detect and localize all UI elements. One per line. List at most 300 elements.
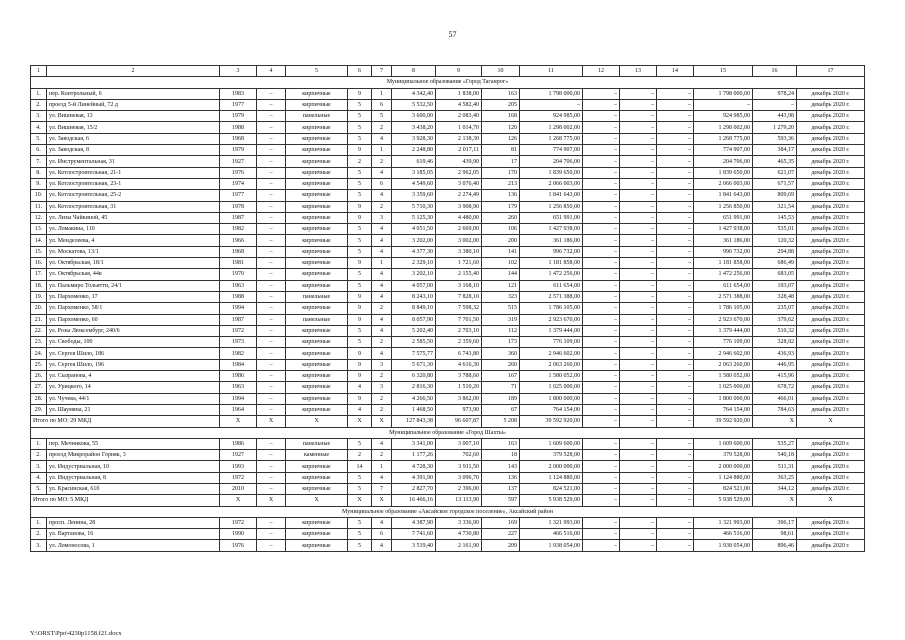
table-cell: 9: [348, 212, 372, 223]
table-cell: 515: [482, 303, 520, 314]
table-cell: 323: [482, 291, 520, 302]
column-number-cell: 14: [657, 66, 694, 77]
table-cell: –: [657, 517, 694, 528]
table-cell: 2 274,49: [436, 190, 482, 201]
table-cell: –: [620, 269, 657, 280]
table-row: [31, 450, 865, 461]
table-cell: 5: [348, 280, 372, 291]
table-cell: декабрь 2020 г.: [797, 280, 865, 291]
table-row: [31, 145, 865, 156]
table-cell: –: [657, 269, 694, 280]
table-cell: –: [657, 145, 694, 156]
table-cell: ул. Сергея Шило, 186: [47, 348, 220, 359]
table-cell: 1972: [220, 517, 257, 528]
table-cell: 1 298 002,00: [694, 122, 753, 133]
table-cell: 774 907,00: [520, 145, 583, 156]
total-cell: X: [286, 416, 348, 427]
table-cell: 321,54: [753, 201, 797, 212]
table-cell: 784,63: [753, 404, 797, 415]
table-cell: –: [583, 224, 620, 235]
table-cell: 3: [372, 359, 392, 370]
table-cell: 4: [372, 314, 392, 325]
table-cell: –: [583, 438, 620, 449]
table-cell: декабрь 2020 г.: [797, 450, 865, 461]
table-cell: –: [257, 529, 286, 540]
table-cell: –: [583, 540, 620, 551]
table-cell: 1 609 600,00: [694, 438, 753, 449]
table-cell: –: [583, 122, 620, 133]
table-cell: 439,90: [436, 156, 482, 167]
table-cell: 6 743,80: [436, 348, 482, 359]
table-cell: кирпичные: [286, 246, 348, 257]
table-cell: 3: [372, 212, 392, 223]
table-cell: 1: [372, 258, 392, 269]
table-cell: 8.: [31, 167, 47, 178]
table-cell: –: [620, 224, 657, 235]
table-cell: –: [257, 291, 286, 302]
table-cell: ул. Вишневая, 15/2: [47, 122, 220, 133]
table-cell: 1982: [220, 348, 257, 359]
table-cell: 7.: [31, 156, 47, 167]
table-cell: 9.: [31, 178, 47, 189]
table-cell: 205: [482, 99, 520, 110]
table-cell: 3.: [31, 111, 47, 122]
register-table: [30, 65, 865, 552]
table-cell: 2 066 003,00: [694, 178, 753, 189]
table-cell: –: [657, 235, 694, 246]
total-cell: –: [583, 495, 620, 506]
table-cell: 5: [348, 325, 372, 336]
table-cell: 4.: [31, 472, 47, 483]
table-cell: 213: [482, 178, 520, 189]
table-cell: –: [257, 393, 286, 404]
column-number-cell: 11: [520, 66, 583, 77]
table-cell: 5: [348, 438, 372, 449]
table-cell: 361 186,00: [520, 235, 583, 246]
section-title-row: [31, 427, 865, 438]
total-row: [31, 416, 865, 427]
table-cell: 1927: [220, 450, 257, 461]
section-title-row: [31, 506, 865, 517]
table-cell: 3 202,00: [392, 235, 436, 246]
table-cell: 3 168,10: [436, 280, 482, 291]
table-cell: 193,07: [753, 280, 797, 291]
total-label: Итого по МО: 5 МКД: [31, 495, 220, 506]
table-cell: ул. Индустриальная, 8: [47, 472, 220, 483]
table-cell: 4: [372, 438, 392, 449]
table-cell: декабрь 2020 г.: [797, 461, 865, 472]
table-cell: 2 669,00: [436, 224, 482, 235]
table-cell: 621,07: [753, 167, 797, 178]
total-cell: X: [797, 416, 865, 427]
table-cell: 1972: [220, 472, 257, 483]
table-cell: 102: [482, 258, 520, 269]
total-cell: X: [797, 495, 865, 506]
table-cell: 1987: [220, 212, 257, 223]
table-cell: 764 154,00: [520, 404, 583, 415]
table-cell: декабрь 2020 г.: [797, 540, 865, 551]
table-cell: 1 839 650,00: [694, 167, 753, 178]
table-cell: 774 907,00: [694, 145, 753, 156]
column-number-cell: 3: [220, 66, 257, 77]
table-cell: декабрь 2020 г.: [797, 88, 865, 99]
table-row: [31, 212, 865, 223]
table-cell: кирпичные: [286, 201, 348, 212]
total-cell: 5 938 529,00: [520, 495, 583, 506]
table-cell: кирпичные: [286, 529, 348, 540]
table-cell: 136: [482, 472, 520, 483]
table-cell: 4: [372, 235, 392, 246]
table-cell: 1 798 000,00: [694, 88, 753, 99]
table-cell: 535,01: [753, 224, 797, 235]
table-cell: –: [753, 99, 797, 110]
table-cell: 1.: [31, 438, 47, 449]
table-cell: –: [257, 246, 286, 257]
table-cell: 1 177,26: [392, 450, 436, 461]
table-cell: кирпичные: [286, 325, 348, 336]
table-cell: 163: [482, 88, 520, 99]
table-cell: 2: [372, 450, 392, 461]
table-cell: 4 057,00: [392, 280, 436, 291]
table-cell: –: [583, 190, 620, 201]
table-cell: –: [257, 472, 286, 483]
table-cell: 227: [482, 529, 520, 540]
table-cell: 1 256 850,00: [520, 201, 583, 212]
total-cell: X: [220, 495, 257, 506]
table-cell: 2: [372, 156, 392, 167]
table-cell: 71: [482, 382, 520, 393]
table-row: [31, 201, 865, 212]
table-cell: 1 472 256,00: [694, 269, 753, 280]
table-cell: ул. Октябрьская, 44в: [47, 269, 220, 280]
total-cell: X: [220, 416, 257, 427]
table-cell: –: [657, 212, 694, 223]
total-row: [31, 495, 865, 506]
table-cell: 2 827,70: [392, 483, 436, 494]
table-cell: 384,17: [753, 145, 797, 156]
table-cell: 3 519,40: [392, 540, 436, 551]
table-cell: 379 528,00: [520, 450, 583, 461]
table-cell: 20.: [31, 303, 47, 314]
table-cell: 28.: [31, 393, 47, 404]
table-cell: 361 186,00: [694, 235, 753, 246]
table-cell: 8 057,90: [392, 314, 436, 325]
table-cell: –: [620, 450, 657, 461]
column-number-cell: 7: [372, 66, 392, 77]
table-cell: 2 946 602,00: [694, 348, 753, 359]
table-cell: 1979: [220, 145, 257, 156]
table-cell: 1966: [220, 235, 257, 246]
table-cell: кирпичные: [286, 224, 348, 235]
table-cell: 379 528,00: [694, 450, 753, 461]
table-cell: 136: [482, 190, 520, 201]
table-cell: 651 991,00: [520, 212, 583, 223]
table-cell: –: [583, 303, 620, 314]
column-number-cell: 16: [753, 66, 797, 77]
table-cell: ул. Пархоменко, 60: [47, 314, 220, 325]
table-cell: –: [257, 190, 286, 201]
table-cell: –: [620, 111, 657, 122]
table-cell: 2.: [31, 529, 47, 540]
table-cell: ул. Вартанова, 16: [47, 529, 220, 540]
table-cell: 4 730,80: [436, 529, 482, 540]
table-cell: 4: [348, 404, 372, 415]
table-cell: 3: [372, 382, 392, 393]
table-cell: 4: [372, 472, 392, 483]
table-cell: 466 516,00: [520, 529, 583, 540]
table-cell: 973,90: [436, 404, 482, 415]
table-row: [31, 359, 865, 370]
table-cell: ул. Котлостроительная, 23-1: [47, 178, 220, 189]
table-cell: –: [657, 540, 694, 551]
table-cell: 2 066 003,00: [520, 178, 583, 189]
table-cell: 1972: [220, 325, 257, 336]
table-row: [31, 133, 865, 144]
table-cell: кирпичные: [286, 190, 348, 201]
table-cell: 4: [372, 540, 392, 551]
total-cell: X: [257, 416, 286, 427]
table-cell: –: [657, 291, 694, 302]
table-cell: 686,49: [753, 258, 797, 269]
table-cell: 1 786 105,00: [694, 303, 753, 314]
table-cell: 1977: [220, 99, 257, 110]
table-row: [31, 246, 865, 257]
table-cell: 3.: [31, 540, 47, 551]
table-cell: кирпичные: [286, 393, 348, 404]
table-cell: –: [583, 393, 620, 404]
table-cell: ул. Ломакина, 110: [47, 224, 220, 235]
table-cell: 4: [372, 517, 392, 528]
table-cell: 5 125,30: [392, 212, 436, 223]
table-cell: 4 480,00: [436, 212, 482, 223]
table-cell: 7 701,50: [436, 314, 482, 325]
table-cell: 540,18: [753, 450, 797, 461]
table-cell: ул. Розы Люксембург, 240/6: [47, 325, 220, 336]
table-cell: 8 243,10: [392, 291, 436, 302]
table-cell: –: [257, 517, 286, 528]
table-cell: 1990: [220, 529, 257, 540]
table-cell: 2: [372, 337, 392, 348]
table-cell: –: [657, 246, 694, 257]
table-cell: –: [657, 461, 694, 472]
total-cell: –: [620, 416, 657, 427]
table-cell: 2010: [220, 483, 257, 494]
table-cell: 3 076,40: [436, 178, 482, 189]
table-cell: 7 741,60: [392, 529, 436, 540]
table-cell: 9: [348, 258, 372, 269]
table-cell: –: [694, 99, 753, 110]
table-cell: 415,96: [753, 371, 797, 382]
table-cell: 21.: [31, 314, 47, 325]
table-cell: –: [657, 359, 694, 370]
table-cell: декабрь 2020 г.: [797, 404, 865, 415]
table-cell: 1976: [220, 167, 257, 178]
table-cell: 5: [348, 178, 372, 189]
table-cell: –: [620, 99, 657, 110]
table-cell: 22.: [31, 325, 47, 336]
table-row: [31, 371, 865, 382]
file-path-footer: Y:\ORST\Ppo\4230p1158.f21.docx: [30, 630, 122, 637]
table-cell: 17.: [31, 269, 47, 280]
table-cell: –: [620, 529, 657, 540]
table-cell: –: [257, 348, 286, 359]
page-number: 57: [448, 30, 457, 39]
table-cell: 209: [482, 540, 520, 551]
table-cell: 1.: [31, 517, 47, 528]
table-cell: 9: [348, 303, 372, 314]
table-row: [31, 235, 865, 246]
table-cell: кирпичные: [286, 461, 348, 472]
table-row: [31, 438, 865, 449]
table-cell: 1 839 650,00: [520, 167, 583, 178]
table-cell: 173: [482, 337, 520, 348]
total-cell: –: [620, 495, 657, 506]
table-cell: 4 377,30: [392, 246, 436, 257]
table-cell: 5: [348, 133, 372, 144]
table-cell: –: [583, 404, 620, 415]
table-cell: 5 710,30: [392, 201, 436, 212]
table-cell: декабрь 2020 г.: [797, 517, 865, 528]
table-cell: 671,57: [753, 178, 797, 189]
table-cell: –: [620, 337, 657, 348]
table-cell: 9: [348, 88, 372, 99]
table-cell: 9: [348, 359, 372, 370]
table-cell: 3 002,00: [436, 235, 482, 246]
table-cell: –: [620, 280, 657, 291]
table-cell: кирпичные: [286, 472, 348, 483]
table-cell: 3 341,00: [392, 438, 436, 449]
table-cell: 702,60: [436, 450, 482, 461]
table-cell: 3 911,50: [436, 461, 482, 472]
table-cell: 3 928,30: [392, 133, 436, 144]
table-cell: 1927: [220, 156, 257, 167]
total-cell: 16 466,16: [392, 495, 436, 506]
table-cell: кирпичные: [286, 88, 348, 99]
table-cell: 27.: [31, 382, 47, 393]
table-cell: кирпичные: [286, 348, 348, 359]
table-cell: 2 083,40: [436, 111, 482, 122]
table-cell: декабрь 2020 г.: [797, 145, 865, 156]
table-cell: 2 923 670,00: [694, 314, 753, 325]
table-cell: –: [620, 438, 657, 449]
table-cell: кирпичные: [286, 303, 348, 314]
table-cell: декабрь 2020 г.: [797, 314, 865, 325]
table-cell: –: [620, 517, 657, 528]
table-cell: –: [257, 111, 286, 122]
table-cell: 7: [372, 483, 392, 494]
table-cell: 3 438,20: [392, 122, 436, 133]
table-cell: –: [620, 178, 657, 189]
table-cell: 1 800 000,00: [694, 393, 753, 404]
table-cell: 5: [348, 246, 372, 257]
table-cell: –: [583, 337, 620, 348]
table-cell: 14: [348, 461, 372, 472]
table-cell: 2 248,80: [392, 145, 436, 156]
table-cell: 294,88: [753, 246, 797, 257]
table-cell: 511,31: [753, 461, 797, 472]
table-cell: кирпичные: [286, 337, 348, 348]
table-cell: 12.: [31, 212, 47, 223]
table-row: [31, 280, 865, 291]
table-cell: –: [583, 359, 620, 370]
table-cell: панельные: [286, 314, 348, 325]
table-cell: 23.: [31, 337, 47, 348]
table-cell: 1 580 052,00: [520, 371, 583, 382]
table-cell: –: [657, 371, 694, 382]
table-cell: декабрь 2020 г.: [797, 303, 865, 314]
table-cell: 1.: [31, 88, 47, 99]
table-cell: –: [257, 224, 286, 235]
table-cell: 683,05: [753, 269, 797, 280]
table-cell: 824 521,00: [520, 483, 583, 494]
table-cell: 5 671,30: [392, 359, 436, 370]
table-cell: –: [583, 235, 620, 246]
table-cell: декабрь 2020 г.: [797, 393, 865, 404]
table-cell: 1982: [220, 224, 257, 235]
table-cell: ул. Чучева, 44/1: [47, 393, 220, 404]
table-cell: –: [583, 472, 620, 483]
table-cell: пер. Контрольный, 6: [47, 88, 220, 99]
table-cell: –: [657, 393, 694, 404]
table-cell: 3.: [31, 461, 47, 472]
table-cell: 5: [348, 99, 372, 110]
table-cell: 2: [372, 201, 392, 212]
total-cell: 96 607,87: [436, 416, 482, 427]
table-cell: 2.: [31, 450, 47, 461]
table-cell: –: [657, 303, 694, 314]
table-cell: –: [620, 156, 657, 167]
table-cell: 260: [482, 359, 520, 370]
table-cell: 446,95: [753, 359, 797, 370]
table-cell: декабрь 2020 г.: [797, 291, 865, 302]
table-cell: 1 321 993,00: [694, 517, 753, 528]
table-cell: –: [620, 483, 657, 494]
table-row: [31, 483, 865, 494]
table-cell: 2 571 388,00: [520, 291, 583, 302]
section-title: Муниципальное образование «Аксайское городское поселение», Аксайский район: [31, 506, 865, 517]
table-cell: 924 985,00: [520, 111, 583, 122]
table-cell: ул. Котлостроительная, 21-1: [47, 167, 220, 178]
table-cell: декабрь 2020 г.: [797, 156, 865, 167]
table-cell: 1987: [220, 314, 257, 325]
table-cell: ул. Заводская, 6: [47, 133, 220, 144]
table-cell: 2 017,11: [436, 145, 482, 156]
table-cell: 3 359,60: [392, 190, 436, 201]
table-cell: 9: [348, 201, 372, 212]
table-cell: 3 600,00: [392, 111, 436, 122]
table-cell: 98,61: [753, 529, 797, 540]
table-cell: 2 000 000,00: [694, 461, 753, 472]
table-cell: –: [620, 359, 657, 370]
table-cell: декабрь 2020 г.: [797, 167, 865, 178]
table-cell: ул. Вишневая, 13: [47, 111, 220, 122]
table-cell: 81: [482, 145, 520, 156]
table-cell: 29.: [31, 404, 47, 415]
table-cell: 4 266,50: [392, 393, 436, 404]
table-cell: –: [620, 133, 657, 144]
table-cell: 141: [482, 246, 520, 257]
table-row: [31, 382, 865, 393]
table-cell: 1983: [220, 88, 257, 99]
table-cell: –: [583, 450, 620, 461]
column-number-cell: 9: [436, 66, 482, 77]
table-cell: декабрь 2020 г.: [797, 122, 865, 133]
table-cell: –: [583, 258, 620, 269]
table-cell: ул. Инструментальная, 31: [47, 156, 220, 167]
table-cell: 3 007,10: [436, 438, 482, 449]
table-cell: 4 582,40: [436, 99, 482, 110]
table-cell: декабрь 2020 г.: [797, 529, 865, 540]
